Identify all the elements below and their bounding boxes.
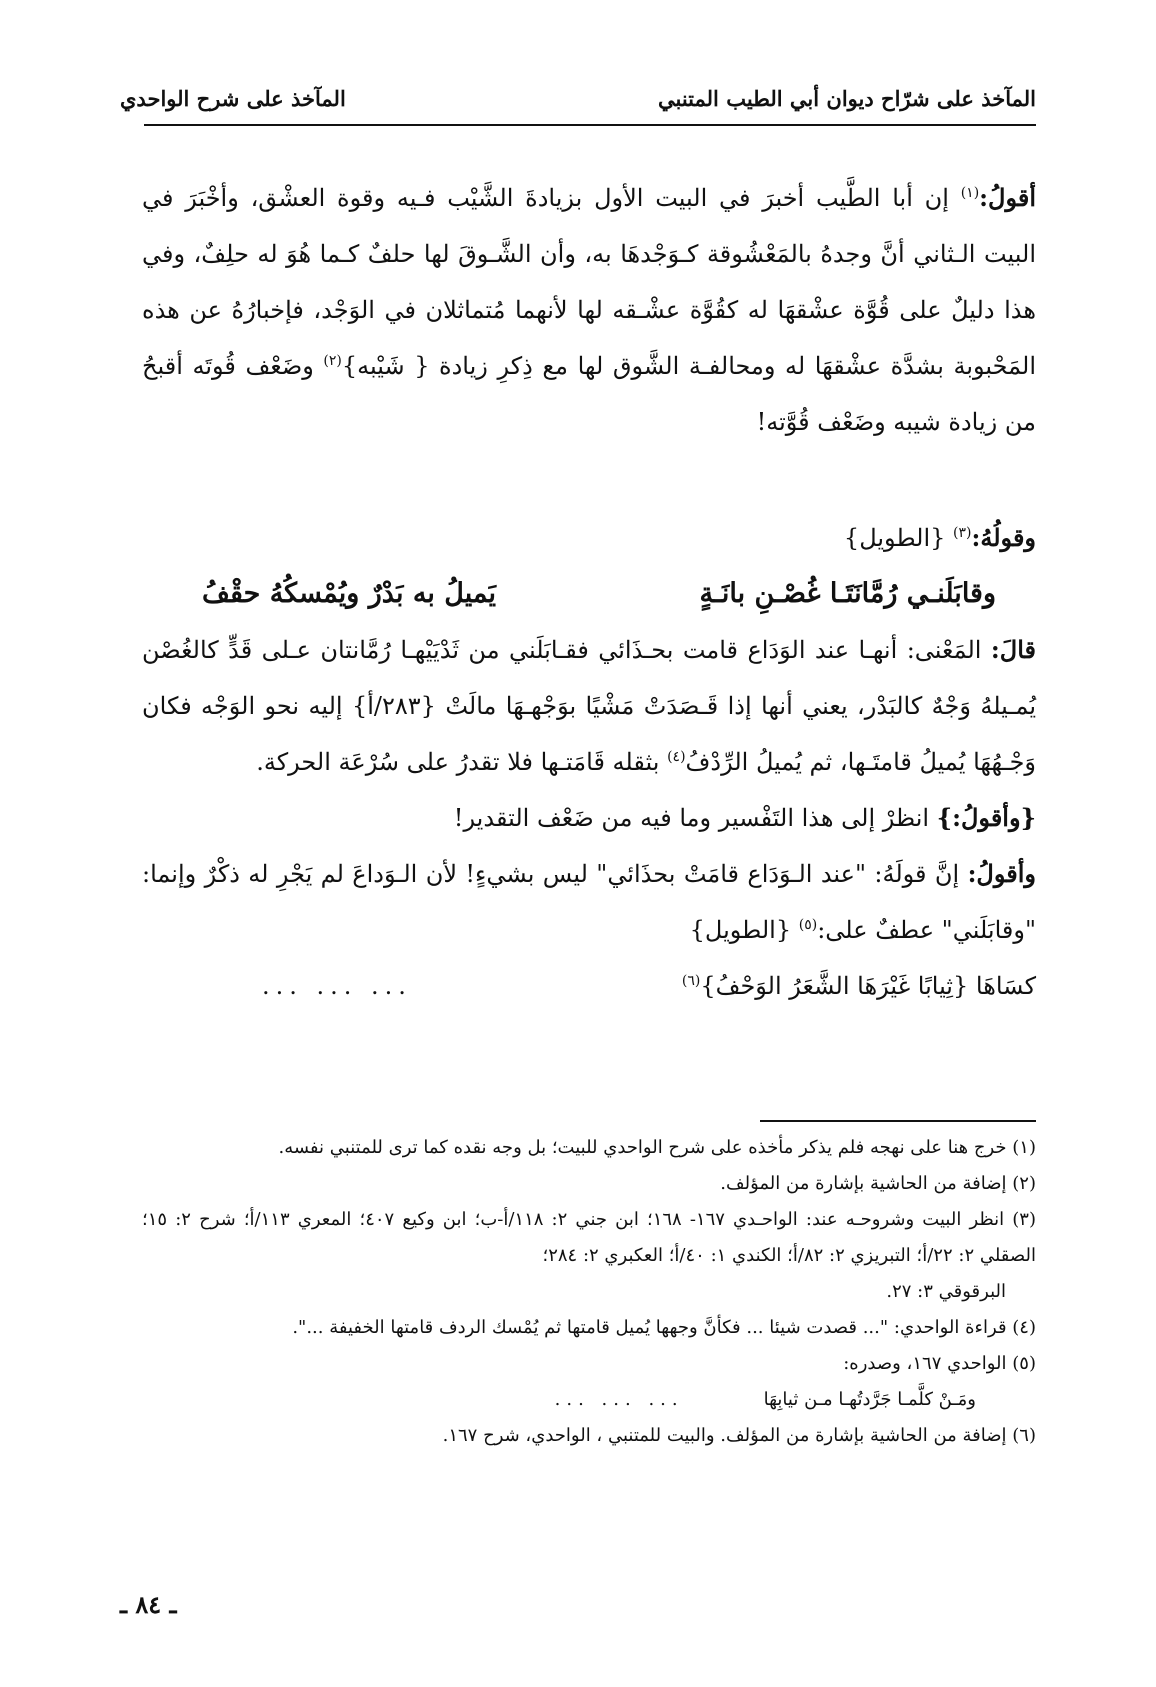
half-verse [682, 958, 1036, 1014]
paragraph-4 [142, 790, 1036, 846]
verse-first-hemistich: وقابَلَنـي رُمَّانَتَـا غُصْـنِ بانَـةٍ [699, 578, 996, 609]
paragraph-3 [142, 622, 1036, 790]
footnote-4: (٤) قراءة الواحدي: "... قصدت شيئا ... فكأنَّ وجهها يُميل قامتها ثم يُمْسك الردف قامتها الخفيفة ...". [292, 1317, 1036, 1338]
ellipsis-placeholder: ... ... ... [262, 972, 412, 1000]
lead-word: أقولُ: [979, 183, 1036, 212]
footnote-2: (٢) إضافة من الحاشية بإشارة من المؤلف. [720, 1173, 1036, 1194]
paragraph-5 [142, 846, 1036, 958]
footnote-ref: (٥) [798, 917, 818, 933]
verse-second-hemistich: يَميلُ به بَدْرٌ ويُمْسكُهُ حقْفُ [202, 578, 496, 609]
page-number: ـ ٨٤ ـ [120, 1590, 177, 1619]
header-rule [144, 124, 1036, 126]
meter-label: {الطويل} [843, 524, 946, 552]
paragraph-text: انظرْ إلى هذا التَفْسير وما فيه من ضَعْف التقدير! [453, 804, 930, 832]
footnote-ref: (٦) [681, 973, 701, 989]
footnote-5-verse [142, 1382, 1036, 1418]
footnote-rule [760, 1120, 1036, 1122]
paragraph-text: إن أبا الطَّيب أخبرَ في البيت الأول بزيادةَ الشَّيْب فـيه وقوة العشْق، وأخْبَرَ في البيت الـثاني أنَّ وجدهُ بالمَعْشُوقة كـوَجْدهَا به، وأن الشَّـوقَ لها حلفٌ كـما هُوَ له حلِفٌ، وفي هذا دليلٌ على قُوَّة عشْقهَا له كقُوَّة عشْـقه لها لأنهما مُتماثلان في الوَجْد، فإخبارُهُ عن هذه المَحْبوبة بشدَّة عشْقهَا له ومحالفـة الشَّوق لها مع ذِكرِ زيادة { شَيْبه} [142, 184, 1036, 380]
lead-word: وقولُهُ: [971, 523, 1036, 552]
footnote-ref: (٣) [953, 525, 972, 541]
half-verse-text: كسَاهَا {ثِيابًا غَيْرَهَا الشَّعَرُ الوَحْفُ} [700, 972, 1036, 1000]
footnote-5: (٥) الواحدي ١٦٧، وصدره: [843, 1353, 1036, 1374]
half-verse-line [142, 958, 1036, 1014]
footnote-6: (٦) إضافة من الحاشية بإشارة من المؤلف. والبيت للمتنبي ، الواحدي، شرح ١٦٧. [442, 1425, 1036, 1446]
footnote-ref: (٢) [323, 353, 342, 369]
ellipsis-placeholder: ... ... ... [554, 1389, 684, 1410]
footnote-ref: (٤) [667, 749, 686, 765]
footnotes [142, 1130, 1036, 1454]
footnote-1: (١) خرج هنا على نهجه فلم يذكر مأخذه على شرح الواحدي للبيت؛ بل وجه نقده كما ترى للمتنبي نفسه. [278, 1137, 1036, 1158]
paragraph-1 [142, 170, 1036, 450]
lead-word: وأقولُ: [967, 859, 1036, 888]
footnote-ref: (١) [960, 185, 980, 201]
paragraph-text: وضَعْف قُوتَه أقبحُ من زيادة شيبه وضَعْف قُوَّته! [142, 352, 1036, 436]
poetry-verse [142, 566, 1036, 622]
paragraph-text: بثقله قَامَتـها فلا تقدرُ على سُرْعَة الحركة. [256, 748, 660, 776]
running-header-book-title: المآخذ على شرّاح ديوان أبي الطيب المتنبي [658, 86, 1036, 111]
paragraph-text: المَعْنى: أنهـا عند الوَدَاع قامت بحـذَائي فقـابَلَني من ثَدْيَيْهـا رُمَّانتان عـلى قَدٍّ كالغُصْن يُمـيلهُ وَجْهٌ كالبَدْر، يعني أنها إذا قَـصَدَتْ مَشْيًا بوَجْهـهَا مالَتْ {٢٨٣/أ} إليه نحو الوَجْه فكان وَجْـهُهَا يُميلُ قامتَـها، ثم يُميلُ الرِّدْفُ [142, 636, 1036, 776]
meter-label: {الطويل} [689, 916, 792, 944]
verse-intro [142, 510, 1036, 566]
lead-word: {وأقولُ:} [936, 803, 1036, 832]
paragraph-text: إنَّ قولَهُ: "عند الـوَدَاع قامَتْ بحذَائي" ليس بشيءٍ! لأن الـوَداعَ لم يَجْرِ له ذكْرٌ وإنما: "وقابَلَني" عطفٌ على: [142, 860, 1036, 944]
lead-word: قالَ: [990, 635, 1036, 664]
main-text [142, 170, 1036, 1014]
footnote-verse-text: ومَـنْ كلَّمـا جَرَّدتُهـا مـن ثيابِهَا [763, 1389, 976, 1410]
running-header-section-title: المآخذ على شرح الواحدي [120, 86, 346, 111]
footnote-3: (٣) انظر البيت وشروحـه عند: الواحـدي ١٦٧- ١٦٨؛ ابن جني ٢: ١١٨/أ-ب؛ ابن وكيع ٤٠٧؛ المعري ١١٣/أ؛ شرح ٢: ١٥؛ الصقلي ٢: ٢٢/أ؛ التبريزي ٢: ٨٢/أ؛ الكندي ١: ٤٠/أ؛ العكبري ٢: ٢٨٤؛ [142, 1209, 1036, 1266]
footnote-3-continued: البرقوقي ٣: ٢٧. [886, 1281, 1006, 1302]
